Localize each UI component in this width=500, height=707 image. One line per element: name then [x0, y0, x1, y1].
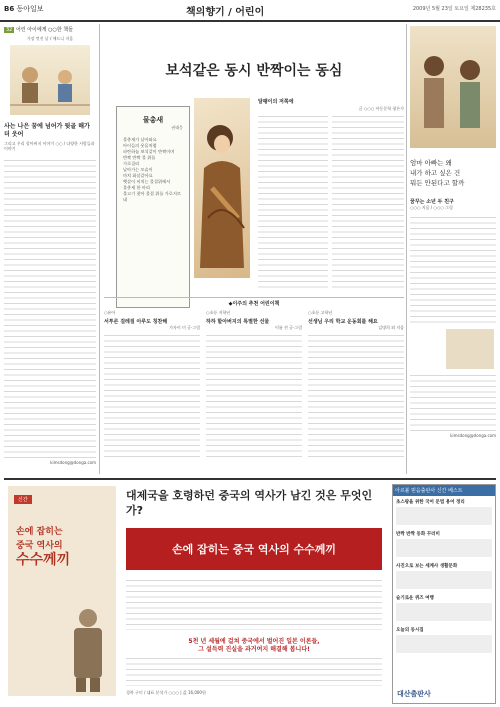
ad-sidebar-item-thumb — [396, 539, 492, 557]
ad-sidebar-item-thumb — [396, 603, 492, 621]
ad-sidebar-item-thumb — [396, 571, 492, 589]
poem-line: 물총새 한 마리 — [123, 184, 150, 190]
feature-article — [104, 26, 404, 291]
poem-line: 파란하늘 보석같이 반짝이며 — [123, 148, 175, 154]
poem-line: 가로질러 — [123, 160, 140, 166]
sidebar-illustration — [410, 26, 496, 148]
rec-item — [308, 310, 404, 458]
divider — [406, 24, 407, 474]
ad-sidebar-item[interactable] — [396, 627, 492, 653]
ad-headline: 대제국을 호령하던 중국의 역사가 남긴 것은 무엇인가? — [126, 489, 373, 517]
ad-sidebar-item-title: 오늘의 동시집 — [396, 628, 424, 633]
feature-section-label: 달팽이의 저쪽에 — [258, 99, 294, 105]
sidebar-thumbnail — [446, 329, 494, 369]
rec-item — [104, 310, 200, 458]
feature-body-col2 — [332, 114, 404, 289]
rec-title: 하하 할아버지의 특별한 선물 — [206, 318, 270, 325]
poem-line: 물고기 찾아 물결 위를 가로지르네 — [123, 190, 181, 202]
page-header — [0, 0, 500, 22]
poem-title: 물총새 — [142, 116, 164, 124]
ad-publisher-info: 경북 구미 / 대표 분석가 ○○○ | 값 16,000원 — [126, 690, 206, 695]
ad-sidebar-item[interactable] — [396, 563, 492, 589]
sidebar-body — [410, 215, 496, 325]
feature-byline: 글 ○○○ 아동문학 평론가 — [358, 106, 404, 111]
ad-sidebar-item-title: 반짝 반짝 동화 꾸러미 — [396, 532, 440, 537]
poem-card — [116, 106, 190, 308]
publisher-logo: 대산출판사 — [397, 690, 431, 698]
ad-sidebar-item-title: 슬기로운 퀴즈 여행 — [396, 596, 434, 601]
rec-meta: 가자이 미 글·그림 — [169, 324, 200, 330]
rec-meta: 이름 전 글·그림 — [275, 324, 302, 330]
poem-line: 아이들의 웃음처럼 — [123, 142, 157, 148]
rec-title: 선생님 우리 학교 운동회를 해요 — [308, 318, 378, 325]
sidebar-headline-line: 내가 하고 싶은 건 — [410, 169, 461, 177]
section-title: 책의향기 / 어린이 — [186, 7, 265, 18]
poem-line: 날아가는 모습이 — [123, 166, 153, 172]
sidebar-caption: ○○○ 지음 / ○○○ 그림 — [410, 205, 453, 210]
divider — [104, 297, 404, 298]
rec-item — [206, 310, 302, 458]
girl-with-violin-illustration — [194, 98, 250, 278]
right-sidebar — [410, 26, 496, 471]
poem-line: 물총새가 날아와요 — [123, 136, 157, 142]
page-number: B6 동아일보 — [4, 5, 44, 13]
ad-badge: 신간 — [14, 495, 32, 504]
poem-lines — [123, 137, 183, 203]
sidebar-body-2 — [410, 373, 496, 433]
feature-body-col1 — [258, 114, 328, 289]
feature-title: 보석같은 동시 반짝이는 동심 — [165, 63, 343, 79]
recs-label: ◆이주의 추천 어린이책 — [228, 301, 280, 307]
sidebar-headline-line: 엄마 아빠는 왜 — [410, 159, 452, 167]
ad-cover-line: 중국 역사의 — [16, 541, 63, 551]
issue-date: 2009년 5월 23일 토요일 제28235호 — [412, 6, 496, 12]
poem-author: 권태응 — [171, 125, 183, 130]
terracotta-warrior-icon — [58, 604, 118, 694]
left-book-image — [10, 45, 90, 115]
rec-tag: ○유아 — [104, 310, 116, 315]
recs-list — [104, 310, 404, 458]
poem-line: 반짝 반짝 물 위를 — [123, 154, 156, 160]
ad-sidebar — [392, 484, 496, 704]
left-book-illustration — [10, 45, 90, 115]
feature-illustration — [194, 98, 250, 278]
rec-tag: ○초등 저학년 — [206, 310, 231, 315]
ad-sidebar-item-thumb — [396, 635, 492, 653]
ad-sidebar-item-title: 사진으로 보는 세계사 생활문화 — [396, 564, 458, 569]
rec-tag: ○초등 고학년 — [308, 310, 333, 315]
book-ad — [6, 484, 386, 704]
ad-book-cover — [8, 486, 116, 696]
recommendations — [104, 297, 404, 472]
ad-sidebar-item[interactable] — [396, 595, 492, 621]
ad-cover-line: 수수께끼 — [16, 552, 71, 568]
ad-sidebar-item[interactable] — [396, 531, 492, 557]
left-byline: kimsdong@donga.com — [50, 459, 96, 465]
ad-tagline-2: 그 설득력 진실을 과거여지 해결해 봅니다! — [198, 646, 310, 653]
children-illustration — [410, 26, 496, 148]
ad-body-text-2 — [126, 656, 382, 686]
left-column — [4, 26, 96, 466]
ad-banner: 손에 잡히는 중국 역사의 수수께끼 — [126, 528, 382, 570]
left-article-subtitle: 그리고 우리 할아버지 이야기 ○○ / 다양한 사람들과 이야기 — [4, 140, 95, 151]
ad-sidebar-list — [393, 496, 495, 662]
rec-body — [206, 333, 302, 458]
ad-sidebar-title: 아르볼 믿음출판사 신간 베스트 — [393, 485, 495, 496]
ad-sidebar-item-thumb — [396, 507, 492, 525]
left-badge: 32 — [6, 27, 13, 33]
left-teaser-text: 어린 아이에게 ○○한 책들 — [15, 27, 73, 33]
sidebar-headline-line: 뭐든 안된다고 할까 — [410, 179, 465, 187]
rec-title: 서투른 걸레질 아루도 칭찬해 — [104, 318, 168, 325]
ad-body-text — [126, 578, 382, 630]
ad-cover-title — [16, 525, 108, 567]
ad-cover-line: 손에 잡히는 — [16, 527, 63, 537]
sidebar-subtitle: 꿈꾸는 소년 두 친구 — [410, 199, 454, 205]
sidebar-headline — [410, 158, 496, 188]
divider — [99, 24, 100, 474]
left-article-body — [4, 158, 96, 458]
poem-line: 햇살이 비치는 물결위에서 — [123, 178, 171, 184]
ad-divider — [4, 478, 496, 480]
left-book-caption: 가장 멋진 날 / 에드니 지음 — [26, 36, 74, 41]
ad-sidebar-item-title: 초스팡을 위한 국어 문법 용어 정리 — [396, 500, 465, 505]
poem-line: 마치 화살같아요 — [123, 172, 153, 178]
ad-tagline: 5천 년 세월에 걸쳐 중국에서 벌어진 일본 이론들, — [188, 638, 320, 645]
sidebar-email: kimsdong@donga.com — [450, 432, 496, 438]
left-teaser — [4, 26, 96, 33]
rec-body — [308, 333, 404, 458]
left-article-title: 사는 나은 꿈에 넘어가 뒷골 해가 더 웃어 — [4, 122, 90, 138]
rec-body — [104, 333, 200, 458]
ad-sidebar-item[interactable] — [396, 499, 492, 525]
rec-meta: 김명희 외 지음 — [378, 324, 404, 330]
